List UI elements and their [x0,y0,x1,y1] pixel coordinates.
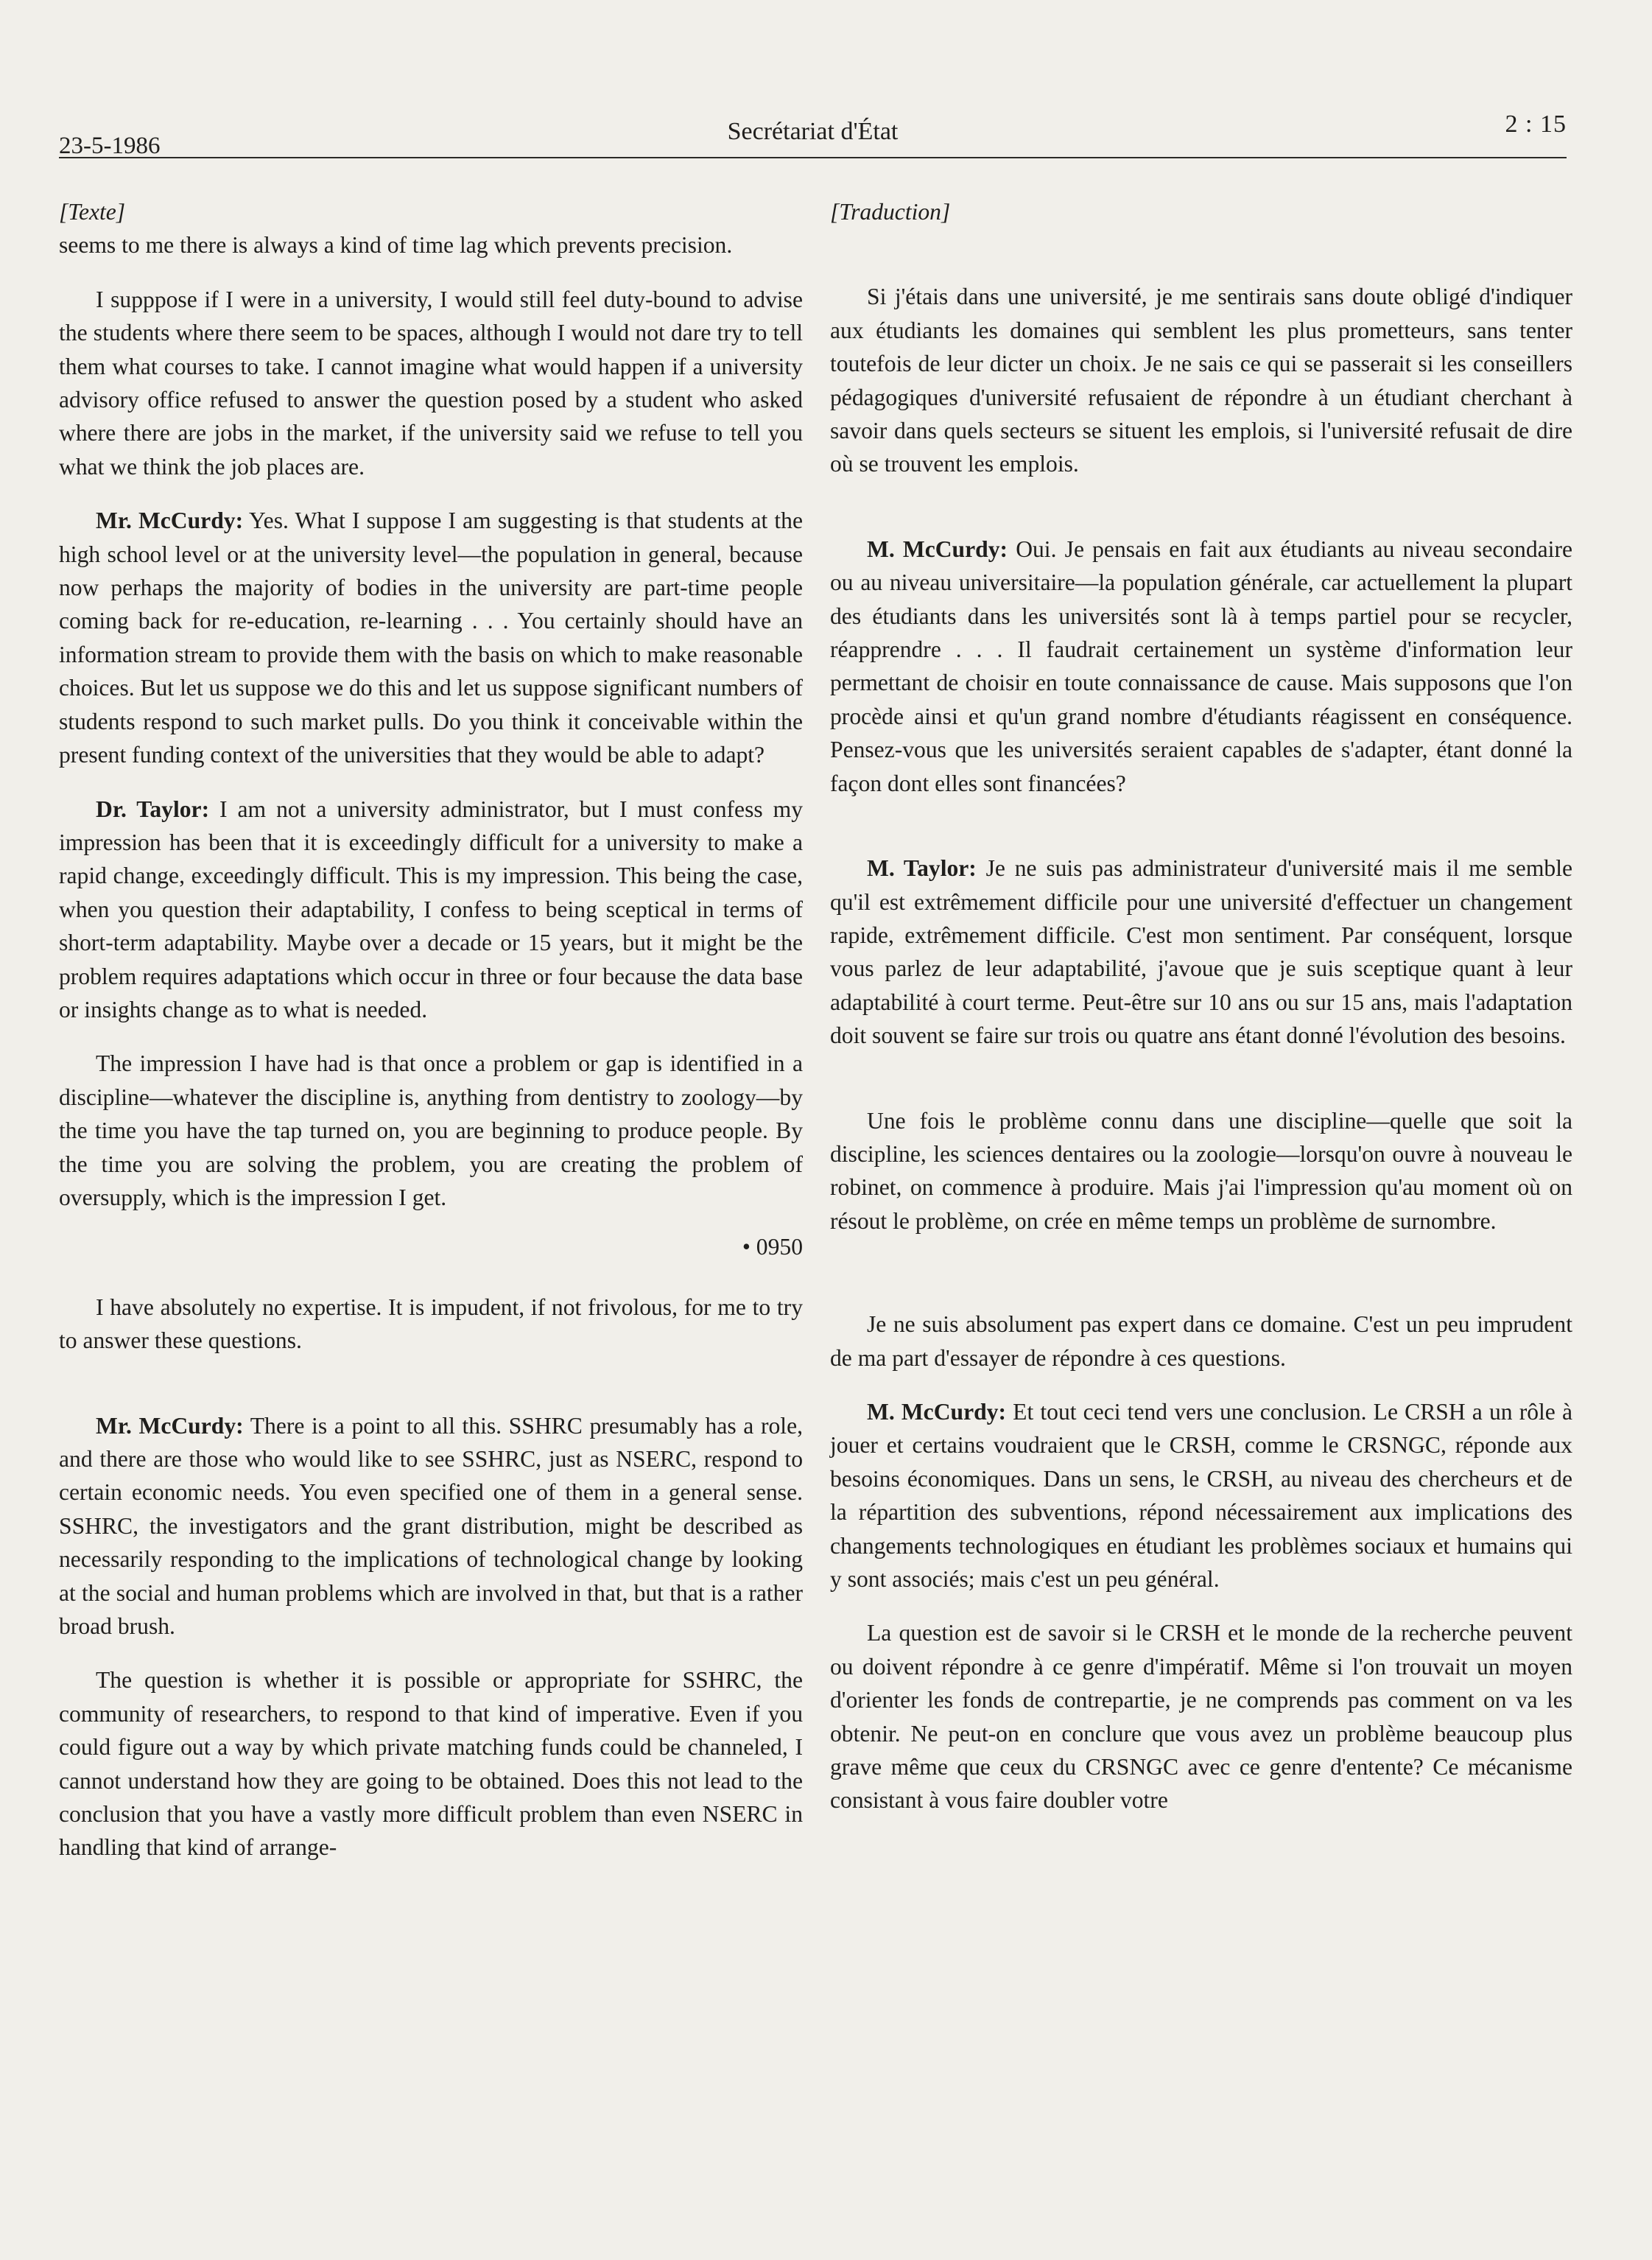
french-paragraph-6 [830,1395,1572,1596]
french-language-tag: [Traduction] [830,199,951,225]
english-paragraph-3 [59,793,803,1027]
speaker-name: M. Taylor: [867,855,977,882]
english-paragraph-2 [59,504,803,771]
french-paragraph-5: Je ne suis absolument pas expert dans ce domaine. C'est un peu imprudent de ma part d'essayer de répondre à ces questions. [830,1311,1572,1371]
english-paragraph-0: seems to me there is always a kind of time lag which prevents precision. [59,232,733,259]
speaker-name: Mr. McCurdy: [96,508,244,534]
french-paragraph-1: Si j'étais dans une université, je me sentirais sans doute obligé d'indiquer aux étudiants les domaines qui semblent les plus prometteurs, sans tenter toutefois de leur dicter un choix. Je ne sais ce qui se passerait si les conseillers pédagogiques d'université refusaient de répondre à un étudiant cherchant à savoir dans quels secteurs se situent les emplois, si l'université refusait de dire où se trouvent les emplois. [830,284,1572,477]
french-paragraph-7: La question est de savoir si le CRSH et le monde de la recherche peuvent ou doivent répondre à ce genre d'impératif. Même si l'on trouvait un moyen d'orienter les fonds de contrepartie, je ne comprends pas comment on va les obtenir. Ne peut-on en conclure que vous avez un problème beaucoup plus grave même que ceux du CRSNGC avec ce genre d'entente? Ce mécanisme consistant à vous faire doubler votre [830,1620,1572,1814]
english-paragraph-4: The impression I have had is that once a problem or gap is identified in a discipline—whatever the discipline is, anything from dentistry to zoology—by the time you have the tap turned on, you are beginning to produce people. By the time you are solving the problem, you are creating the problem of oversupply, which is the impression I get. [59,1050,803,1210]
english-language-tag: [Texte] [59,199,126,225]
english-paragraph-6 [59,1409,803,1643]
speaker-name: Mr. McCurdy: [96,1412,244,1439]
english-column [59,195,803,1864]
speaker-name: M. McCurdy: [867,536,1008,562]
header-date: 23-5-1986 [59,133,161,159]
english-paragraph-5: I have absolutely no expertise. It is impudent, if not frivolous, for me to try to answer these questions. [59,1294,803,1354]
header-rule [59,157,1567,158]
speaker-name: Dr. Taylor: [96,796,210,822]
french-paragraph-2 [830,533,1572,800]
time-marker: • 0950 [742,1234,803,1260]
english-paragraph-1: I supppose if I were in a university, I would still feel duty-bound to advise the students where there seem to be spaces, although I would not dare try to tell them what courses to take. I cannot imagine what would happen if a university advisory office refused to answer the question posed by a student who asked where there are jobs in the market, if the university said we refuse to tell you what we think the job places are. [59,286,803,480]
speech-text: Je ne suis pas administrateur d'université mais il me semble qu'il est extrêmement difficile pour une université d'effectuer un changement rapide, extrêmement difficile. C'est mon sentiment. Par conséquent, lorsque vous parlez de leur adaptabilité, j'avoue que je suis sceptique quant à leur adaptabilité à court terme. Peut-être sur 10 ans ou sur 15 ans, mais l'adaptation doit souvent se faire sur trois ou quatre ans étant donné l'évolution des besoins. [830,855,1572,1049]
french-paragraph-4: Une fois le problème connu dans une discipline—quelle que soit la discipline, les sciences dentaires ou la zoologie—lorsqu'on ouvre à nouveau le robinet, on commence à produire. Mais j'ai l'impression qu'au moment où on résout le problème, on crée en même temps un problème de surnombre. [830,1107,1572,1234]
french-paragraph-3 [830,852,1572,1052]
speech-text: There is a point to all this. SSHRC presumably has a role, and there are those who would like to see SSHRC, just as NSERC, respond to certain economic needs. You even specified one of them in a general sense. SSHRC, the investigators and the grant distribution, might be described as necessarily responding to the implications of technological change by looking at the social and human problems which are involved in that, but that is a rather broad brush. [59,1412,803,1640]
header-title: Secrétariat d'État [727,118,899,145]
speech-text: Yes. What I suppose I am suggesting is that students at the high school level or at the university level—the population in general, because now perhaps the majority of bodies in the university are part-time people coming back for re-education, re-learning . . . You certainly should have an information stream to provide them with the basis on which to make reasonable choices. But let us suppose we do this and let us suppose significant numbers of students respond to such market pulls. Do you think it conceivable within the present funding context of the universities that they would be able to adapt? [59,508,803,768]
speaker-name: M. McCurdy: [867,1398,1007,1425]
english-paragraph-7: The question is whether it is possible or appropriate for SSHRC, the community of researchers, to respond to that kind of imperative. Even if you could figure out a way by which private matching funds could be channeled, I cannot understand how they are going to be obtained. Does this not lead to the conclusion that you have a vastly more difficult problem than even NSERC in handling that kind of arrange- [59,1667,803,1861]
page-header [59,110,1567,162]
header-page-number: 2 : 15 [1505,110,1567,138]
speech-text: I am not a university administrator, but I must confess my impression has been that it is exceedingly difficult for a university to make a rapid change, exceedingly difficult. This is my impression. This being the case, when you question their adaptability, I confess to being sceptical in terms of short-term adaptability. Maybe over a decade or 15 years, but it might be the problem requires adaptations which occur in three or four because the data base or insights change as to what is needed. [59,796,803,1022]
speech-text: Et tout ceci tend vers une conclusion. Le CRSH a un rôle à jouer et certains voudraient que le CRSH, comme le CRSNGC, réponde aux besoins économiques. Dans un sens, le CRSH, au niveau des chercheurs et de la répartition des subventions, répond nécessairement aux implications des changements technologiques en étudiant les problèmes sociaux et humains qui y sont associés; mais c'est un peu général. [830,1398,1572,1592]
french-column [830,195,1572,1817]
speech-text: Oui. Je pensais en fait aux étudiants au niveau secondaire ou au niveau universitaire—la population générale, car actuellement la plupart des étudiants dans les universités sont là à temps partiel pour se recycler, réapprendre . . . Il faudrait certainement un système d'information leur permettant de choisir en toute connaissance de cause. Mais supposons que l'on procède ainsi et qu'un grand nombre d'étudiants réagissent en conséquence. Pensez-vous que les universités seraient capables de s'adapter, étant donné la façon dont elles sont financées? [830,536,1572,796]
